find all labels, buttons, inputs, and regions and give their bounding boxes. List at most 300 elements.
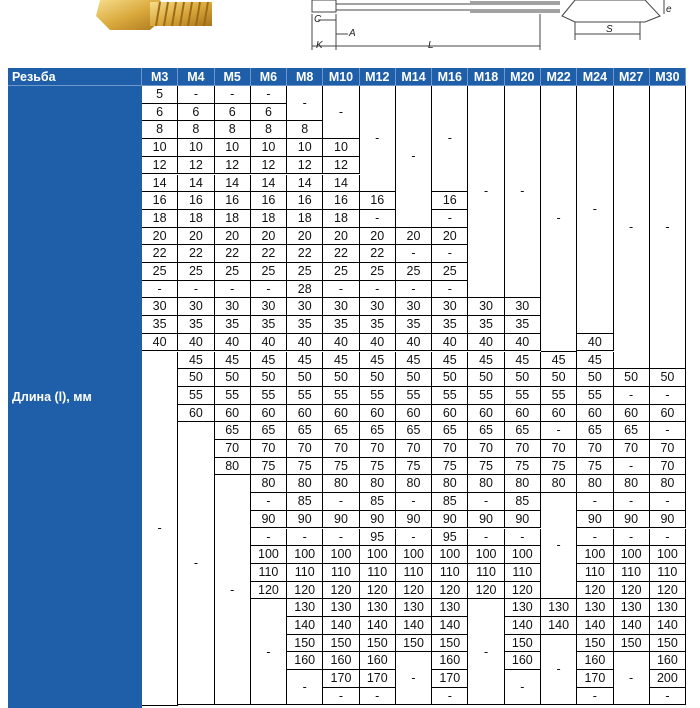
length-cell-m10: 14 — [323, 175, 359, 193]
length-cell-m10: - — [323, 281, 359, 299]
length-cell-m10: 140 — [323, 617, 359, 635]
length-cell-m27: 60 — [614, 405, 650, 423]
length-cell-m5: 65 — [215, 422, 251, 440]
length-cell-m5: 40 — [215, 334, 251, 352]
length-cell-m24: 80 — [577, 475, 613, 493]
length-cell-m8: 80 — [287, 475, 323, 493]
length-cell-m20: - — [505, 529, 541, 547]
length-cell-m5: - — [215, 281, 251, 299]
length-cell-m5: 16 — [215, 192, 251, 210]
length-cell-m6: 20 — [251, 228, 287, 246]
label-l: L — [428, 40, 434, 51]
length-cell-m3: 30 — [142, 298, 178, 316]
size-header-m14: M14 — [396, 68, 432, 86]
length-cell-m16: 16 — [432, 192, 468, 210]
length-cell-m10: 110 — [323, 564, 359, 582]
length-cell-m5: 70 — [215, 440, 251, 458]
length-cell-m14: 120 — [396, 582, 432, 600]
length-cell-m8: 85 — [287, 493, 323, 511]
length-cell-m24: 150 — [577, 635, 613, 653]
length-cell-m30: 150 — [650, 635, 686, 653]
length-cell-m10: 90 — [323, 511, 359, 529]
length-cell-m10: 10 — [323, 139, 359, 157]
length-cell-m20: 70 — [505, 440, 541, 458]
length-cell-m18: 60 — [468, 405, 504, 423]
length-cell-m4: 40 — [178, 334, 214, 352]
size-header-m3: M3 — [142, 68, 178, 86]
length-cell-m24: 130 — [577, 599, 613, 617]
length-cell-m8: 70 — [287, 440, 323, 458]
length-cell-m4: - — [178, 281, 214, 299]
length-cell-m14: 75 — [396, 458, 432, 476]
length-cell-m12: 100 — [360, 546, 396, 564]
length-cell-m14: 150 — [396, 635, 432, 653]
length-cell-m6: 45 — [251, 352, 287, 370]
length-cell-m30: 50 — [650, 369, 686, 387]
length-cell-m10: 12 — [323, 157, 359, 175]
length-cell-m24: 100 — [577, 546, 613, 564]
length-cell-m12: - — [360, 688, 396, 706]
length-cell-m20: 100 — [505, 546, 541, 564]
length-cell-m5: 14 — [215, 175, 251, 193]
length-cell-m14: 30 — [396, 298, 432, 316]
length-cell-m10: 75 — [323, 458, 359, 476]
length-cell-m3: 18 — [142, 210, 178, 228]
length-cell-m20: 130 — [505, 599, 541, 617]
length-cell-m12: 90 — [360, 511, 396, 529]
length-cell-m24: 40 — [577, 334, 613, 352]
length-cell-m27: - — [614, 493, 650, 511]
length-cell-m18: - — [468, 86, 504, 298]
length-cell-m8: 25 — [287, 263, 323, 281]
length-cell-m3: 8 — [142, 121, 178, 139]
label-c: C — [314, 14, 322, 25]
length-cell-m6: - — [251, 281, 287, 299]
length-cell-m22: - — [541, 86, 577, 352]
length-cell-m18: 70 — [468, 440, 504, 458]
length-cell-m22: 130 — [541, 599, 577, 617]
length-cell-m4: 6 — [178, 104, 214, 122]
length-cell-m8: 40 — [287, 334, 323, 352]
length-cell-m6: - — [251, 529, 287, 547]
length-cell-m10: 150 — [323, 635, 359, 653]
size-header-m8: M8 — [287, 68, 323, 86]
length-cell-m27: 130 — [614, 599, 650, 617]
length-cell-m27: - — [614, 86, 650, 369]
length-cell-m6: - — [251, 493, 287, 511]
length-cell-m16: 70 — [432, 440, 468, 458]
length-cell-m16: 80 — [432, 475, 468, 493]
length-cell-m8: 28 — [287, 281, 323, 299]
length-cell-m12: - — [360, 86, 396, 192]
length-cell-m27: - — [614, 652, 650, 705]
length-cell-m4: - — [178, 86, 214, 104]
length-cell-m30: 140 — [650, 617, 686, 635]
length-cell-m27: - — [614, 529, 650, 547]
length-cell-m16: 150 — [432, 635, 468, 653]
length-cell-m27: 100 — [614, 546, 650, 564]
drawing-strip — [0, 0, 700, 68]
length-cell-m6: 30 — [251, 298, 287, 316]
length-cell-m16: 95 — [432, 529, 468, 547]
length-cell-m14: 50 — [396, 369, 432, 387]
length-cell-m10: - — [323, 493, 359, 511]
label-a: A — [349, 28, 356, 39]
length-cell-m8: 120 — [287, 582, 323, 600]
length-cell-m8: 50 — [287, 369, 323, 387]
length-cell-m30: - — [650, 86, 686, 369]
length-cell-m24: 170 — [577, 670, 613, 688]
length-cell-m6: 40 — [251, 334, 287, 352]
length-cell-m16: - — [432, 281, 468, 299]
length-cell-m12: 16 — [360, 192, 396, 210]
length-cell-m30: 160 — [650, 652, 686, 670]
length-cell-m20: 80 — [505, 475, 541, 493]
length-cell-m14: - — [396, 245, 432, 263]
length-cell-m12: 35 — [360, 316, 396, 334]
length-cell-m14: 110 — [396, 564, 432, 582]
length-cell-m10: 55 — [323, 387, 359, 405]
length-cell-m12: 160 — [360, 652, 396, 670]
length-cell-m24: - — [577, 688, 613, 706]
length-cell-m16: 130 — [432, 599, 468, 617]
length-cell-m3: 12 — [142, 157, 178, 175]
length-cell-m18: 110 — [468, 564, 504, 582]
length-cell-m20: 75 — [505, 458, 541, 476]
length-cell-m24: - — [577, 529, 613, 547]
length-cell-m4: 12 — [178, 157, 214, 175]
length-cell-m20: 120 — [505, 582, 541, 600]
length-cell-m6: 60 — [251, 405, 287, 423]
length-cell-m5: 6 — [215, 104, 251, 122]
length-cell-m16: 110 — [432, 564, 468, 582]
length-cell-m3: 6 — [142, 104, 178, 122]
length-cell-m12: 65 — [360, 422, 396, 440]
length-cell-m16: 140 — [432, 617, 468, 635]
length-cell-m8: 12 — [287, 157, 323, 175]
length-cell-m18: 45 — [468, 352, 504, 370]
length-cell-m14: 140 — [396, 617, 432, 635]
size-header-m27: M27 — [614, 68, 650, 86]
length-cell-m5: 12 — [215, 157, 251, 175]
length-cell-m18: 90 — [468, 511, 504, 529]
length-cell-m8: 45 — [287, 352, 323, 370]
length-cell-m27: 140 — [614, 617, 650, 635]
length-cell-m5: 25 — [215, 263, 251, 281]
length-cell-m12: 40 — [360, 334, 396, 352]
length-cell-m16: 120 — [432, 582, 468, 600]
length-cell-m8: 130 — [287, 599, 323, 617]
length-row-label: Длина (l), мм — [8, 86, 142, 708]
length-cell-m18: - — [468, 599, 504, 705]
length-cell-m8: - — [287, 86, 323, 121]
length-cell-m12: 60 — [360, 405, 396, 423]
length-cell-m12: 30 — [360, 298, 396, 316]
length-cell-m14: 55 — [396, 387, 432, 405]
length-cell-m22: 140 — [541, 617, 577, 635]
size-header-m5: M5 — [215, 68, 251, 86]
length-cell-m24: 50 — [577, 369, 613, 387]
brass-bolt-photo — [96, 0, 212, 30]
length-cell-m6: 110 — [251, 564, 287, 582]
length-cell-m4: 55 — [178, 387, 214, 405]
length-cell-m24: 75 — [577, 458, 613, 476]
length-cell-m18: 30 — [468, 298, 504, 316]
length-cell-m12: 140 — [360, 617, 396, 635]
length-cell-m20: 35 — [505, 316, 541, 334]
label-k: K — [316, 40, 323, 51]
length-cell-m24: 160 — [577, 652, 613, 670]
length-cell-m16: 50 — [432, 369, 468, 387]
length-cell-m20: 90 — [505, 511, 541, 529]
length-cell-m20: 55 — [505, 387, 541, 405]
length-cell-m10: 22 — [323, 245, 359, 263]
length-cell-m8: 8 — [287, 121, 323, 139]
length-cell-m10: 160 — [323, 652, 359, 670]
length-cell-m10: 25 — [323, 263, 359, 281]
length-cell-m6: 18 — [251, 210, 287, 228]
length-cell-m10: 20 — [323, 228, 359, 246]
length-cell-m12: - — [360, 210, 396, 228]
length-cell-m5: 22 — [215, 245, 251, 263]
length-cell-m10: 18 — [323, 210, 359, 228]
length-cell-m5: - — [215, 475, 251, 705]
length-cell-m12: 75 — [360, 458, 396, 476]
length-cell-m16: 100 — [432, 546, 468, 564]
length-cell-m14: 80 — [396, 475, 432, 493]
length-cell-m8: 65 — [287, 422, 323, 440]
length-cell-m22: 50 — [541, 369, 577, 387]
length-cell-m14: 60 — [396, 405, 432, 423]
length-cell-m20: 40 — [505, 334, 541, 352]
length-cell-m3: - — [142, 281, 178, 299]
length-cell-m30: 110 — [650, 564, 686, 582]
length-cell-m18: 80 — [468, 475, 504, 493]
length-cell-m6: 80 — [251, 475, 287, 493]
length-cell-m4: 25 — [178, 263, 214, 281]
length-cell-m12: 130 — [360, 599, 396, 617]
length-cell-m30: 100 — [650, 546, 686, 564]
length-cell-m5: 35 — [215, 316, 251, 334]
length-cell-m22: - — [541, 635, 577, 706]
length-cell-m8: 100 — [287, 546, 323, 564]
length-cell-m20: 50 — [505, 369, 541, 387]
length-cell-m16: 45 — [432, 352, 468, 370]
length-cell-m12: 70 — [360, 440, 396, 458]
length-cell-m3: 35 — [142, 316, 178, 334]
length-cell-m8: 110 — [287, 564, 323, 582]
length-cell-m30: - — [650, 387, 686, 405]
length-cell-m10: 35 — [323, 316, 359, 334]
length-cell-m27: - — [614, 458, 650, 476]
length-cell-m4: 50 — [178, 369, 214, 387]
length-cell-m12: 20 — [360, 228, 396, 246]
length-cell-m27: - — [614, 387, 650, 405]
length-cell-m10: 16 — [323, 192, 359, 210]
length-cell-m5: 80 — [215, 458, 251, 476]
length-cell-m12: 120 — [360, 582, 396, 600]
length-cell-m30: 80 — [650, 475, 686, 493]
length-cell-m30: 90 — [650, 511, 686, 529]
length-cell-m8: 35 — [287, 316, 323, 334]
length-cell-m6: 25 — [251, 263, 287, 281]
length-cell-m30: 200 — [650, 670, 686, 688]
length-cell-m22: 70 — [541, 440, 577, 458]
length-cell-m14: 45 — [396, 352, 432, 370]
length-cell-m18: - — [468, 493, 504, 511]
length-cell-m30: - — [650, 493, 686, 511]
length-cell-m3: 25 — [142, 263, 178, 281]
length-cell-m22: 60 — [541, 405, 577, 423]
length-cell-m16: 90 — [432, 511, 468, 529]
length-cell-m8: 75 — [287, 458, 323, 476]
length-cell-m4: - — [178, 422, 214, 705]
length-cell-m6: - — [251, 86, 287, 104]
length-cell-m6: 100 — [251, 546, 287, 564]
size-header-m30: M30 — [650, 68, 686, 86]
length-cell-m14: 20 — [396, 228, 432, 246]
length-cell-m6: 12 — [251, 157, 287, 175]
length-cell-m4: 10 — [178, 139, 214, 157]
length-cell-m22: 45 — [541, 352, 577, 370]
length-cell-m10: 70 — [323, 440, 359, 458]
end-view-drawing — [562, 0, 664, 40]
length-cell-m27: 110 — [614, 564, 650, 582]
length-cell-m16: 75 — [432, 458, 468, 476]
length-cell-m16: - — [432, 688, 468, 706]
length-cell-m10: 80 — [323, 475, 359, 493]
length-cell-m30: - — [650, 688, 686, 706]
length-cell-m14: - — [396, 529, 432, 547]
length-cell-m8: 10 — [287, 139, 323, 157]
length-cell-m14: - — [396, 493, 432, 511]
length-cell-m6: 22 — [251, 245, 287, 263]
length-cell-m16: 40 — [432, 334, 468, 352]
length-cell-m30: 60 — [650, 405, 686, 423]
length-cell-m5: 10 — [215, 139, 251, 157]
length-cell-m5: 18 — [215, 210, 251, 228]
length-cell-m8: 160 — [287, 652, 323, 670]
length-cell-m4: 14 — [178, 175, 214, 193]
length-cell-m10: 50 — [323, 369, 359, 387]
length-cell-m6: 55 — [251, 387, 287, 405]
length-cell-m8: 90 — [287, 511, 323, 529]
length-cell-m18: 120 — [468, 582, 504, 600]
length-cell-m6: 10 — [251, 139, 287, 157]
length-cell-m8: 140 — [287, 617, 323, 635]
length-cell-m24: 55 — [577, 387, 613, 405]
size-header-m24: M24 — [577, 68, 613, 86]
side-view-drawing — [312, 0, 560, 50]
length-cell-m8: 60 — [287, 405, 323, 423]
size-header-m10: M10 — [323, 68, 359, 86]
length-cell-m3: 14 — [142, 175, 178, 193]
size-header-m16: M16 — [432, 68, 468, 86]
length-cell-m22: 80 — [541, 475, 577, 493]
length-cell-m27: 120 — [614, 582, 650, 600]
length-cell-m20: 65 — [505, 422, 541, 440]
bolt-size-table — [8, 68, 686, 708]
length-cell-m24: 90 — [577, 511, 613, 529]
length-cell-m22: 75 — [541, 458, 577, 476]
size-header-m4: M4 — [178, 68, 214, 86]
length-cell-m16: 55 — [432, 387, 468, 405]
length-cell-m3: - — [142, 352, 178, 706]
length-cell-m22: - — [541, 422, 577, 440]
length-cell-m20: 140 — [505, 617, 541, 635]
length-cell-m18: 35 — [468, 316, 504, 334]
length-cell-m6: 16 — [251, 192, 287, 210]
length-cell-m22: - — [541, 493, 577, 599]
length-cell-m24: 70 — [577, 440, 613, 458]
length-cell-m6: 14 — [251, 175, 287, 193]
length-cell-m8: - — [287, 529, 323, 547]
length-cell-m5: - — [215, 86, 251, 104]
length-cell-m8: - — [287, 670, 323, 705]
length-cell-m4: 16 — [178, 192, 214, 210]
length-cell-m20: 160 — [505, 652, 541, 670]
length-cell-m18: 100 — [468, 546, 504, 564]
size-header-m6: M6 — [251, 68, 287, 86]
length-cell-m10: - — [323, 688, 359, 706]
length-cell-m10: 170 — [323, 670, 359, 688]
length-cell-m20: 110 — [505, 564, 541, 582]
length-cell-m10: - — [323, 86, 359, 139]
length-cell-m24: 110 — [577, 564, 613, 582]
length-cell-m6: 8 — [251, 121, 287, 139]
length-cell-m5: 20 — [215, 228, 251, 246]
length-cell-m22: 55 — [541, 387, 577, 405]
length-cell-m5: 55 — [215, 387, 251, 405]
length-cell-m12: 55 — [360, 387, 396, 405]
length-cell-m24: 60 — [577, 405, 613, 423]
length-cell-m16: 35 — [432, 316, 468, 334]
length-cell-m27: 90 — [614, 511, 650, 529]
length-cell-m10: 100 — [323, 546, 359, 564]
length-cell-m6: 75 — [251, 458, 287, 476]
length-cell-m20: - — [505, 86, 541, 298]
length-cell-m27: 70 — [614, 440, 650, 458]
length-cell-m4: 20 — [178, 228, 214, 246]
length-cell-m6: 120 — [251, 582, 287, 600]
length-cell-m4: 18 — [178, 210, 214, 228]
length-cell-m12: 95 — [360, 529, 396, 547]
length-cell-m5: 8 — [215, 121, 251, 139]
length-cell-m3: 5 — [142, 86, 178, 104]
length-cell-m20: 85 — [505, 493, 541, 511]
length-cell-m14: 90 — [396, 511, 432, 529]
length-cell-m4: 8 — [178, 121, 214, 139]
length-cell-m6: 50 — [251, 369, 287, 387]
length-cell-m6: 6 — [251, 104, 287, 122]
length-cell-m18: 65 — [468, 422, 504, 440]
size-header-m12: M12 — [360, 68, 396, 86]
length-cell-m4: 35 — [178, 316, 214, 334]
length-cell-m18: 50 — [468, 369, 504, 387]
size-header-m20: M20 — [505, 68, 541, 86]
length-cell-m12: 85 — [360, 493, 396, 511]
length-cell-m12: 150 — [360, 635, 396, 653]
length-cell-m12: 25 — [360, 263, 396, 281]
length-cell-m14: 40 — [396, 334, 432, 352]
length-cell-m6: - — [251, 599, 287, 705]
length-cell-m24: 45 — [577, 352, 613, 370]
length-cell-m18: 75 — [468, 458, 504, 476]
length-cell-m16: 30 — [432, 298, 468, 316]
length-cell-m12: 170 — [360, 670, 396, 688]
length-cell-m6: 35 — [251, 316, 287, 334]
length-cell-m20: 150 — [505, 635, 541, 653]
